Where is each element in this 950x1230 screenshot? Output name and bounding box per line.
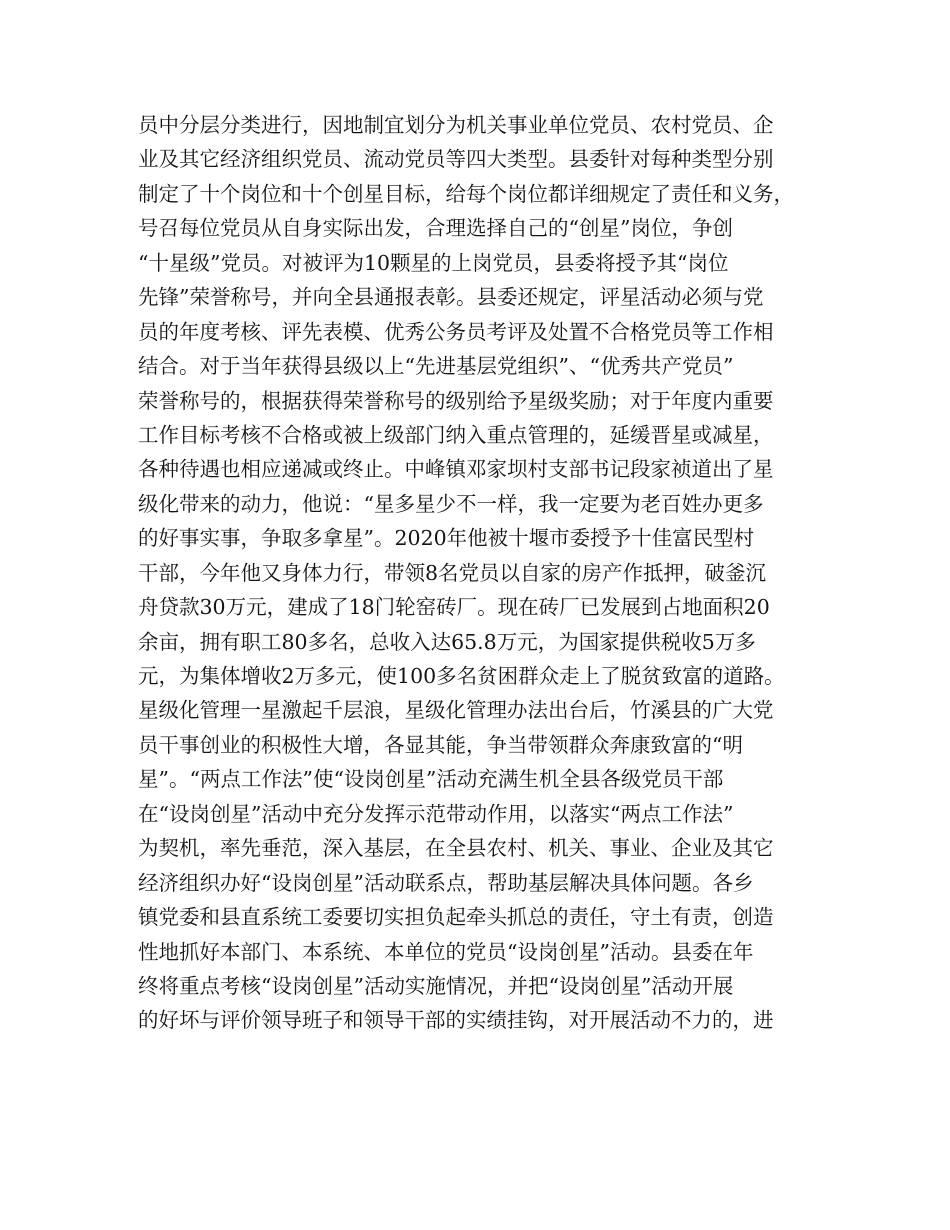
text-line: 员的年度考核、评先表模、优秀公务员考评及处置不合格党员等工作相 [138, 319, 774, 344]
text-line: “十星级”党员。对被评为10颗星的上岗党员，县委将授予其“岗位 [138, 250, 729, 275]
text-line: 舟贷款30万元，建成了18门轮窑砖厂。现在砖厂已发展到占地面积20 [138, 595, 770, 620]
text-line: 经济组织办好“设岗创星”活动联系点，帮助基层解决具体问题。各乡 [138, 870, 754, 895]
text-line: 员中分层分类进行，因地制宜划分为机关事业单位党员、农村党员、企 [138, 113, 774, 137]
text-line: 性地抓好本部门、本系统、本单位的党员“设岗创星”活动。县委在年 [138, 939, 754, 964]
text-line: 工作目标考核不合格或被上级部门纳入重点管理的，延缓晋星或减星， [138, 422, 774, 447]
text-line: 干部，今年他又身体力行，带领8名党员以自家的房产作抵押，破釜沉 [138, 560, 767, 585]
text-line: 元，为集体增收2万多元，使100多名贫困群众走上了脱贫致富的道路。 [138, 664, 785, 688]
text-line: 荣誉称号的，根据获得荣誉称号的级别给予星级奖励；对于年度内重要 [138, 388, 774, 413]
text-line: 各种待遇也相应递减或终止。中峰镇邓家坝村支部书记段家祯道出了星 [138, 457, 774, 482]
text-line: 在“设岗创星”活动中充分发挥示范带动作用，以落实“两点工作法” [138, 801, 734, 826]
text-line: 镇党委和县直系统工委要切实担负起牵头抓总的责任，守土有责，创造 [138, 905, 774, 930]
text-line: 先锋”荣誉称号，并向全县通报表彰。县委还规定，评星活动必须与党 [138, 285, 764, 310]
text-line: 的好事实事，争取多拿星”。2020年他被十堰市委授予十佳富民型村 [138, 526, 755, 551]
text-line: 星”。“两点工作法”使“设岗创星”活动充满生机全县各级党员干部 [138, 767, 724, 792]
text-line: 级化带来的动力，他说：“星多星少不一样，我一定要为老百姓办更多 [138, 491, 764, 516]
text-line: 业及其它经济组织党员、流动党员等四大类型。县委针对每种类型分别 [138, 147, 774, 172]
text-line: 的好坏与评价领导班子和领导干部的实绩挂钩，对开展活动不力的，进 [138, 1008, 774, 1033]
body-text [138, 108, 828, 1038]
text-line: 为契机，率先垂范，深入基层，在全县农村、机关、事业、企业及其它 [138, 836, 774, 861]
text-line: 星级化管理一星激起千层浪，星级化管理办法出台后，竹溪县的广大党 [138, 698, 774, 723]
text-line: 余亩，拥有职工80多名，总收入达65.8万元，为国家提供税收5万多 [138, 629, 756, 654]
text-line: 结合。对于当年获得县级以上“先进基层党组织”、“优秀共产党员” [138, 354, 734, 379]
text-line: 终将重点考核“设岗创星”活动实施情况，并把“设岗创星”活动开展 [138, 973, 734, 998]
text-line: 制定了十个岗位和十个创星目标，给每个岗位都详细规定了责任和义务， [138, 181, 794, 206]
text-line: 员干事创业的积极性大增，各显其能，争当带领群众奔康致富的“明 [138, 732, 743, 757]
text-line: 号召每位党员从自身实际出发，合理选择自己的“创星”岗位，争创 [138, 216, 733, 241]
